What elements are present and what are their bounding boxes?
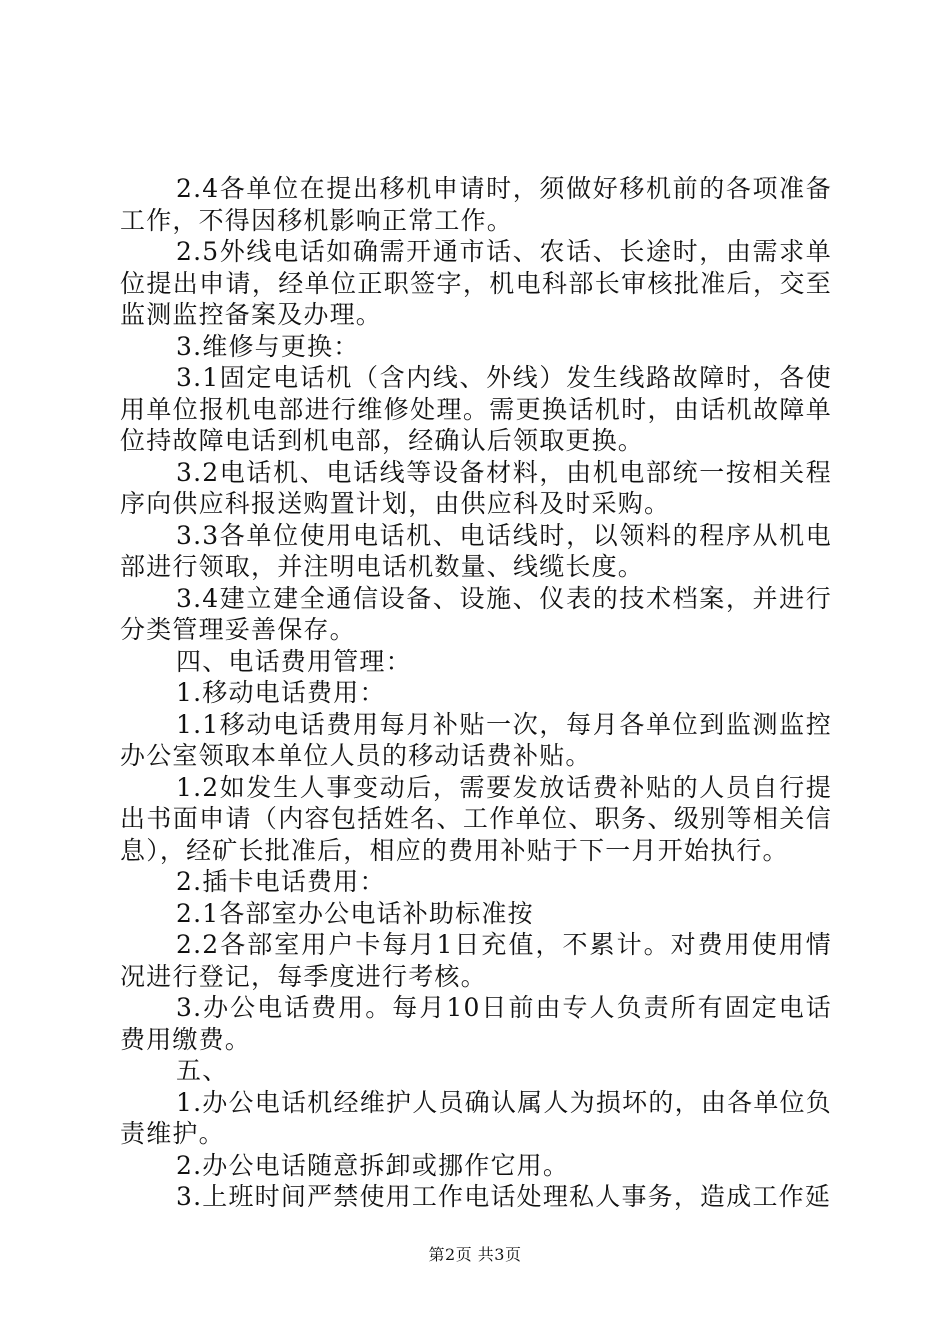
paragraph: 2.1各部室办公电话补助标准按 (176, 898, 534, 928)
section-heading: 1.移动电话费用： (176, 678, 386, 707)
paragraph: 3.办公电话费用。每月10日前由专人负责所有固定电话费用缴费。 (120, 993, 832, 1054)
document-body (120, 173, 832, 1213)
paragraph: 2.5外线电话如确需开通市话、农话、长途时，由需求单位提出申请，经单位正职签字，机电科部长审核批准后，交至监测监控备案及办理。 (120, 237, 832, 329)
paragraph: 3.4建立建全通信设备、设施、仪表的技术档案，并进行分类管理妥善保存。 (120, 583, 832, 644)
paragraph: 3.上班时间严禁使用工作电话处理私人事务，造成工作延 (176, 1182, 832, 1211)
paragraph: 2.2各部室用户卡每月1日充值，不累计。对费用使用情况进行登记，每季度进行考核。 (120, 930, 832, 991)
paragraph: 1.2如发生人事变动后，需要发放话费补贴的人员自行提出书面申请（内容包括姓名、工作单位、职务、级别等相关信息），经矿长批准后，相应的费用补贴于下一月开始执行。 (120, 772, 832, 865)
paragraph: 3.2电话机、电话线等设备材料，由机电部统一按相关程序向供应科报送购置计划，由供应科及时采购。 (120, 457, 832, 518)
section-heading: 3.维修与更换： (176, 331, 360, 361)
section-heading: 四、电话费用管理： (176, 646, 412, 676)
section-heading: 2.插卡电话费用： (176, 867, 386, 896)
section-heading: 五、 (176, 1056, 229, 1085)
paragraph: 3.1固定电话机（含内线、外线）发生线路故障时，各使用单位报机电部进行维修处理。需更换话机时，由话机故障单位持故障电话到机电部，经确认后领取更换。 (120, 363, 832, 455)
paragraph: 2.4各单位在提出移机申请时，须做好移机前的各项准备工作，不得因移机影响正常工作。 (120, 174, 832, 235)
paragraph: 2.办公电话随意拆卸或挪作它用。 (176, 1150, 570, 1180)
paragraph: 1.办公电话机经维护人员确认属人为损坏的，由各单位负责维护。 (120, 1087, 832, 1148)
paragraph: 3.3各单位使用电话机、电话线时，以领料的程序从机电部进行领取，并注明电话机数量、线缆长度。 (120, 520, 832, 581)
paragraph: 1.1移动电话费用每月补贴一次，每月各单位到监测监控办公室领取本单位人员的移动话费补贴。 (120, 709, 832, 770)
page-footer: 第2页 共3页 (428, 1245, 522, 1264)
